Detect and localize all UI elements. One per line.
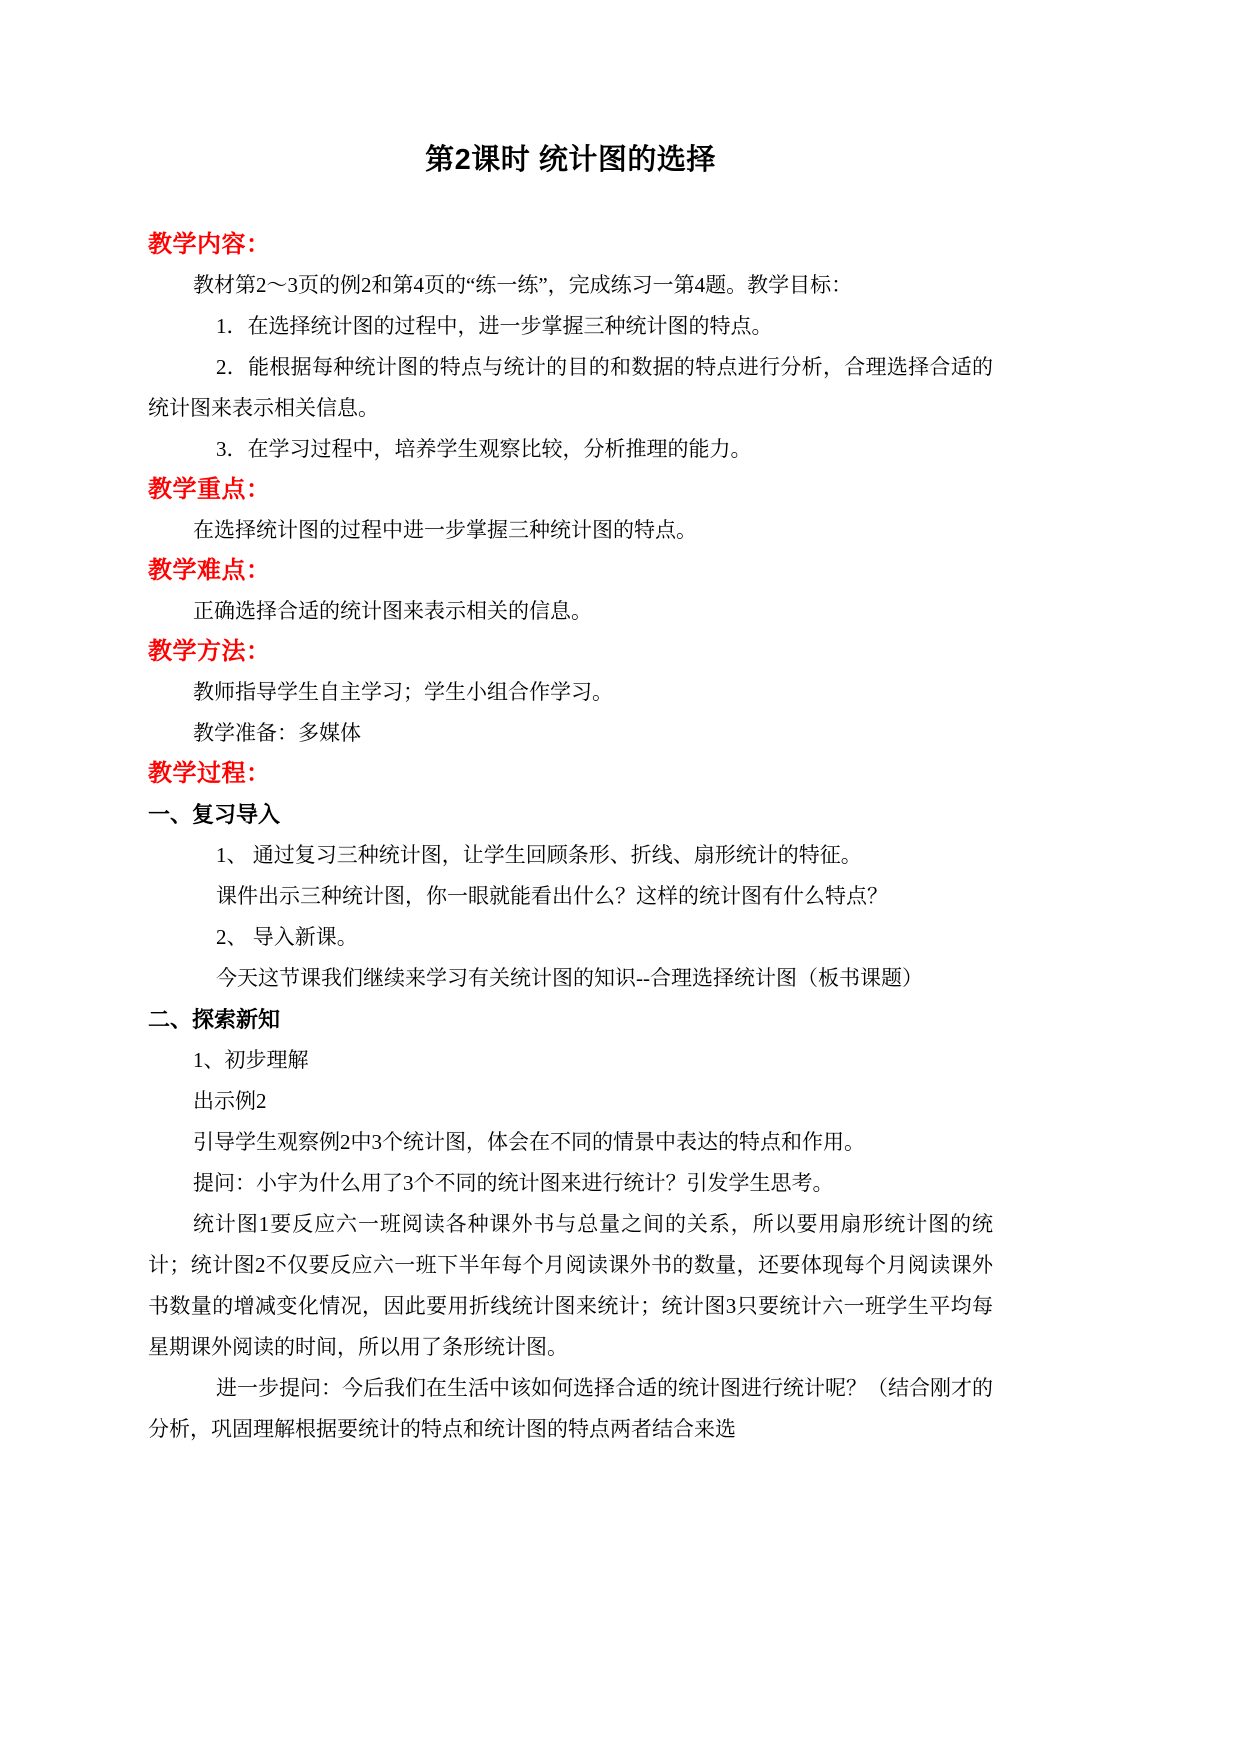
teaching-content-body: 教材第2～3页的例2和第4页的“练一练”，完成练习一第4题。教学目标： [193,273,853,297]
preparation-body: 教学准备：多媒体 [193,721,361,745]
review-intro-item-2: 2、 导入新课。 [216,925,358,949]
explore-item-1: 1、初步理解 [193,1048,309,1072]
key-point-body: 在选择统计图的过程中进一步掌握三种统计图的特点。 [193,518,697,542]
section-heading-teaching-content: 教学内容： [148,231,271,258]
explore-show-example: 出示例2 [193,1089,267,1113]
objective-item-2: 2．能根据每种统计图的特点与统计的目的和数据的特点进行分析，合理选择合适的统计图来表示相关信息。 [148,355,993,420]
difficulty-body: 正确选择合适的统计图来表示相关的信息。 [193,599,592,623]
review-intro-item-1: 1、 通过复习三种统计图，让学生回顾条形、折线、扇形统计的特征。 [216,843,862,867]
method-body: 教师指导学生自主学习；学生小组合作学习。 [193,680,613,704]
objective-item-1: 1．在选择统计图的过程中，进一步掌握三种统计图的特点。 [216,314,773,338]
review-intro-item-1-detail: 课件出示三种统计图，你一眼就能看出什么？这样的统计图有什么特点？ [216,884,888,908]
explore-analysis-text: 统计图1要反应六一班阅读各种课外书与总量之间的关系，所以要用扇形统计图的统计；统计图2不仅要反应六一班下半年每个月阅读课外书的数量，还要体现每个月阅读课外书数量的增减变化情况，因此要用折线统计图来统计；统计图3只要统计六一班学生平均每星期课外阅读的时间，所以用了条形统计图。 [148,1212,993,1359]
explore-question-text: 提问：小宇为什么用了3个不同的统计图来进行统计？引发学生思考。 [193,1171,834,1195]
explore-further-question-text: 进一步提问：今后我们在生活中该如何选择合适的统计图进行统计呢？（结合刚才的分析，巩固理解根据要统计的特点和统计图的特点两者结合来选 [148,1376,993,1441]
section-heading-difficulty: 教学难点： [148,557,271,584]
document-body [148,0,993,1450]
subsection-heading-review-intro: 一、复习导入 [148,802,281,827]
objective-item-3: 3．在学习过程中，培养学生观察比较，分析推理的能力。 [216,437,752,461]
section-heading-method: 教学方法： [148,638,271,665]
review-intro-item-2-detail: 今天这节课我们继续来学习有关统计图的知识--合理选择统计图（板书课题） [216,966,923,990]
explore-guide-text: 引导学生观察例2中3个统计图，体会在不同的情景中表达的特点和作用。 [193,1130,865,1154]
page-title: 第2课时 统计图的选择 [425,144,716,176]
section-heading-key-point: 教学重点： [148,476,271,503]
subsection-heading-explore-new: 二、探索新知 [148,1007,281,1032]
section-heading-process: 教学过程： [148,760,271,787]
